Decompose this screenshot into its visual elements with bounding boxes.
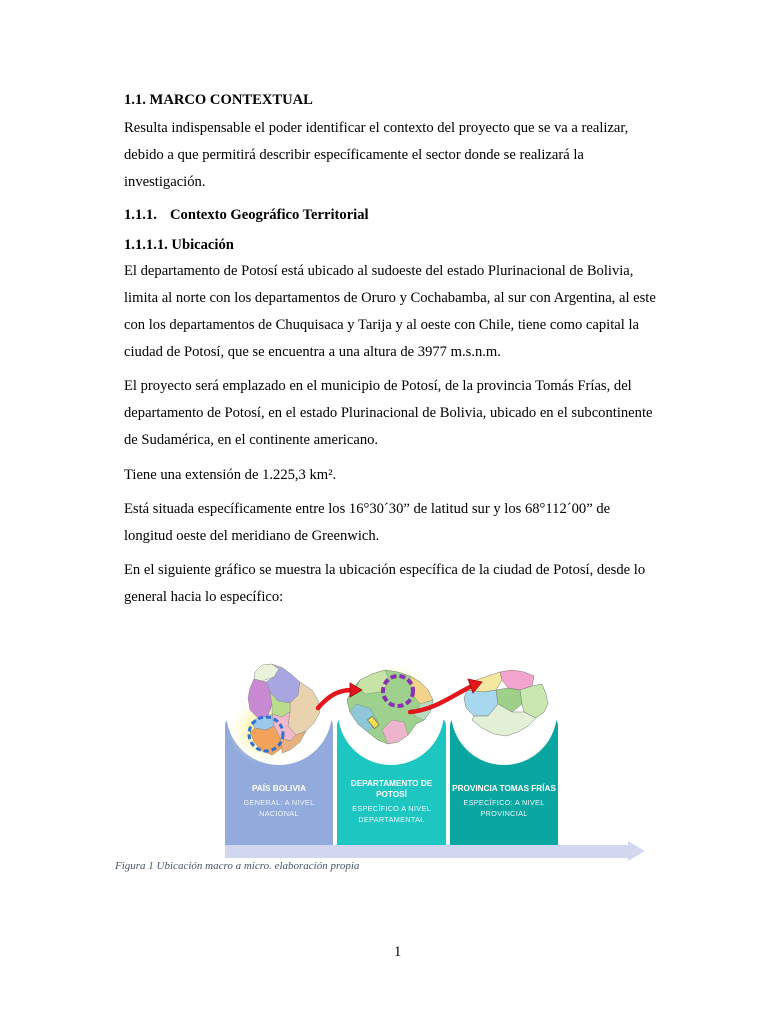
- column-description: DEPARTAMENTAL: [358, 815, 425, 824]
- column-label-tomas-frias: [450, 783, 558, 819]
- column-description: NACIONAL: [259, 809, 299, 818]
- column-description: PROVINCIAL: [480, 809, 528, 818]
- paragraph-line: longitud oeste del meridiano de Greenwich.: [124, 528, 380, 544]
- column-description: GENERAL: A NIVEL: [243, 798, 315, 807]
- column-description: ESPECÍFICO: A NIVEL: [463, 798, 545, 807]
- paragraph-line: El proyecto será emplazado en el municipio de Potosí, de la provincia Tomás Frías, del: [124, 378, 632, 394]
- paragraph-line: con los departamentos de Chuquisaca y Tarija y al oeste con Chile, tiene como capital la: [124, 317, 639, 333]
- column-description: ESPECÍFICO A NIVEL: [352, 804, 431, 813]
- intro-line: investigación.: [124, 174, 206, 190]
- paragraph-line: Está situada específicamente entre los 16°30´30” de latitud sur y los 68°112´00” de: [124, 501, 611, 517]
- page-number: 1: [394, 944, 402, 960]
- subsubsection-heading: 1.1.1.1. Ubicación: [124, 237, 234, 253]
- paragraph-line: Tiene una extensión de 1.225,3 km².: [124, 467, 337, 483]
- paragraph-line: En el siguiente gráfico se muestra la ubicación específica de la ciudad de Potosí, desde lo: [124, 562, 646, 578]
- column-label-potosi: [337, 778, 446, 825]
- column-title: DEPARTAMENTO DE: [350, 779, 433, 788]
- paragraph-line: de Sudamérica, en el continente americano.: [124, 432, 379, 448]
- intro-line: Resulta indispensable el poder identificar el contexto del proyecto que se va a realizar,: [124, 120, 629, 136]
- subsection-heading-text: Contexto Geográfico Territorial: [170, 207, 369, 223]
- column-label-bolivia: [225, 783, 333, 819]
- paragraph-line: El departamento de Potosí está ubicado al sudoeste del estado Plurinacional de Bolivia,: [124, 263, 634, 279]
- paragraph-line: departamento de Potosí, en el estado Plurinacional de Bolivia, ubicado en el subcontinente: [124, 405, 653, 421]
- column-title: PROVINCIA TOMAS FRÍAS: [452, 784, 556, 793]
- paragraph-line: limita al norte con los departamentos de Oruro y Cochabamba, al sur con Argentina, al este: [124, 290, 656, 306]
- section-heading: 1.1. MARCO CONTEXTUAL: [124, 92, 313, 108]
- subsection-heading-number: 1.1.1.: [124, 207, 157, 223]
- column-title: POTOSÍ: [376, 790, 407, 799]
- paragraph-line: ciudad de Potosí, que se encuentra a una altura de 3977 m.s.n.m.: [124, 344, 501, 360]
- intro-line: debido a que permitirá describir específicamente el sector donde se realizará la: [124, 147, 584, 163]
- figure-caption: Figura 1 Ubicación macro a micro. elaboración propia: [115, 860, 360, 872]
- column-title: PAÍS BOLIVIA: [252, 784, 306, 793]
- location-figure: [210, 650, 660, 865]
- paragraph-line: general hacia lo específico:: [124, 589, 284, 605]
